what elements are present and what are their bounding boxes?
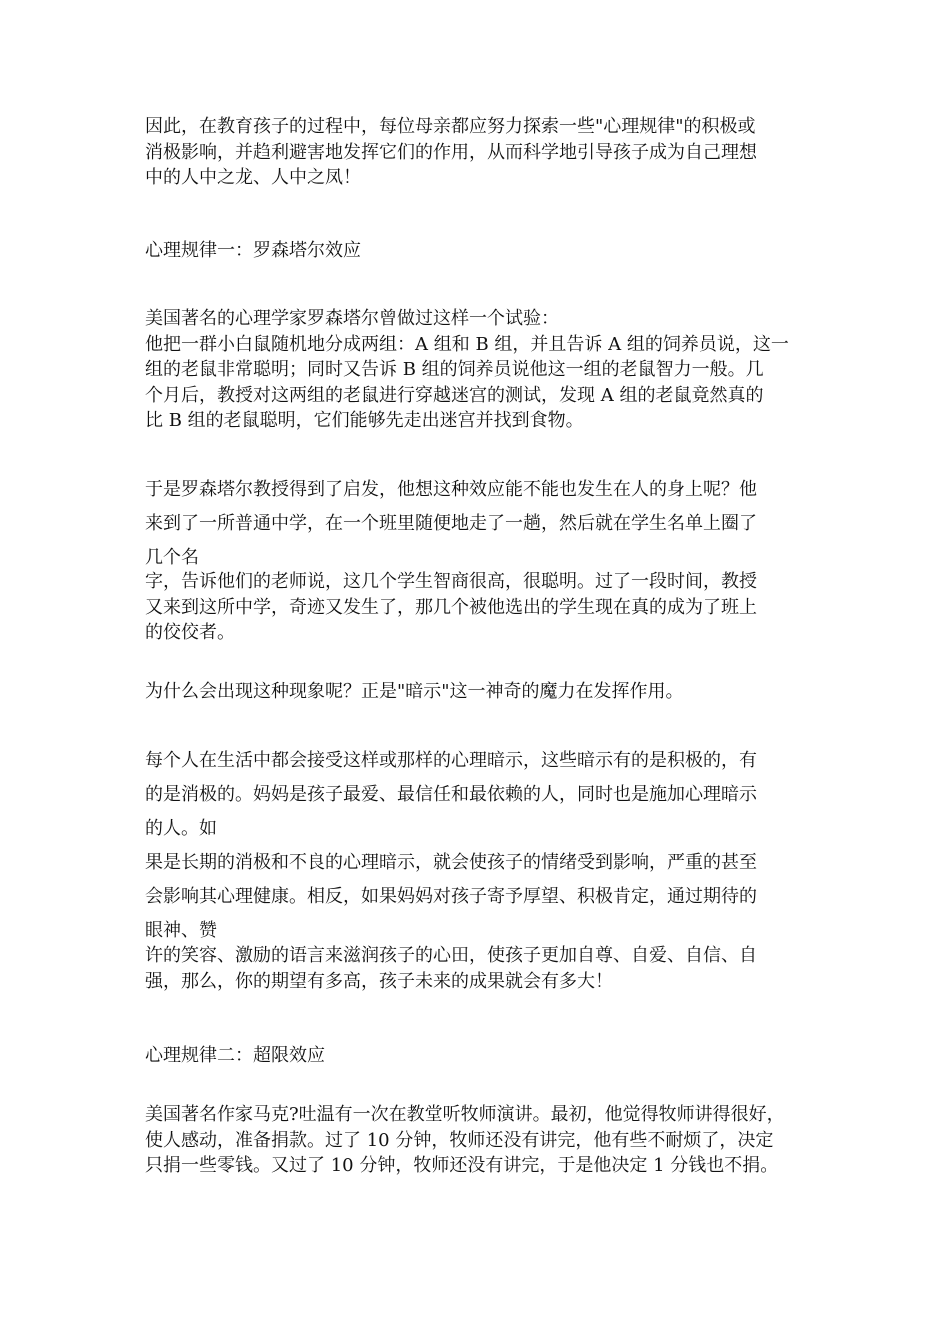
suggestion-paragraph: 为什么会出现这种现象呢？正是"暗示"这一神奇的魔力在发挥作用。 xyxy=(145,681,684,702)
mother-paragraph-part2: 果是长期的消极和不良的心理暗示，就会使孩子的情绪受到影响，严重的甚至 会影响其心理健康。相反，如果妈妈对孩子寄予厚望、积极肯定，通过期待的 眼神、赞 xyxy=(145,852,757,941)
mother-paragraph-part3: 许的笑容、激励的语言来滋润孩子的心田，使孩子更加自尊、自爱、自信、自 强，那么，你的期望有多高，孩子未来的成果就会有多大！ xyxy=(145,945,757,992)
rosenthal-paragraph-part1: 于是罗森塔尔教授得到了启发，他想这种效应能不能也发生在人的身上呢？他 来到了一所普通中学，在一个班里随便地走了一趟，然后就在学生名单上圈了 几个名 xyxy=(145,479,757,568)
mother-paragraph-part1: 每个人在生活中都会接受这样或那样的心理暗示，这些暗示有的是积极的，有 的是消极的。妈妈是孩子最爱、最信任和最依赖的人，同时也是施加心理暗示 的人。如 xyxy=(145,750,757,839)
rosenthal-paragraph-part2: 字，告诉他们的老师说，这几个学生智商很高，很聪明。过了一段时间，教授 又来到这所中学，奇迹又发生了，那几个被他选出的学生现在真的成为了班上 的佼佼者。 xyxy=(145,571,757,643)
mark-twain-paragraph: 美国著名作家马克?吐温有一次在教堂听牧师演讲。最初，他觉得牧师讲得很好， 使人感动，准备捐款。过了 10 分钟，牧师还没有讲完，他有些不耐烦了，决定 只捐一些零钱。又过了 10 分钟，牧师还没有讲完，于是他决定 1 分钱也不捐。 xyxy=(145,1104,785,1176)
section-heading-1: 心理规律一：罗森塔尔效应 xyxy=(145,240,361,261)
intro-paragraph: 因此，在教育孩子的过程中，每位母亲都应努力探索一些"心理规律"的积极或 消极影响，并趋利避害地发挥它们的作用，从而科学地引导孩子成为自己理想 中的人中之龙、人中之凤！ xyxy=(145,116,757,188)
section-heading-2: 心理规律二：超限效应 xyxy=(145,1045,325,1066)
experiment-paragraph: 美国著名的心理学家罗森塔尔曾做过这样一个试验： 他把一群小白鼠随机地分成两组：A 组和 B 组，并且告诉 A 组的饲养员说，这一 组的老鼠非常聪明；同时又告诉 B 组的饲养员说他这一组的老鼠智力一般。几 个月后，教授对这两组的老鼠进行穿越迷宫的测试，发现 A 组的老鼠竟然真的 比 B 组的老鼠聪明，它们能够先走出迷宫并找到食物。 xyxy=(145,308,789,431)
